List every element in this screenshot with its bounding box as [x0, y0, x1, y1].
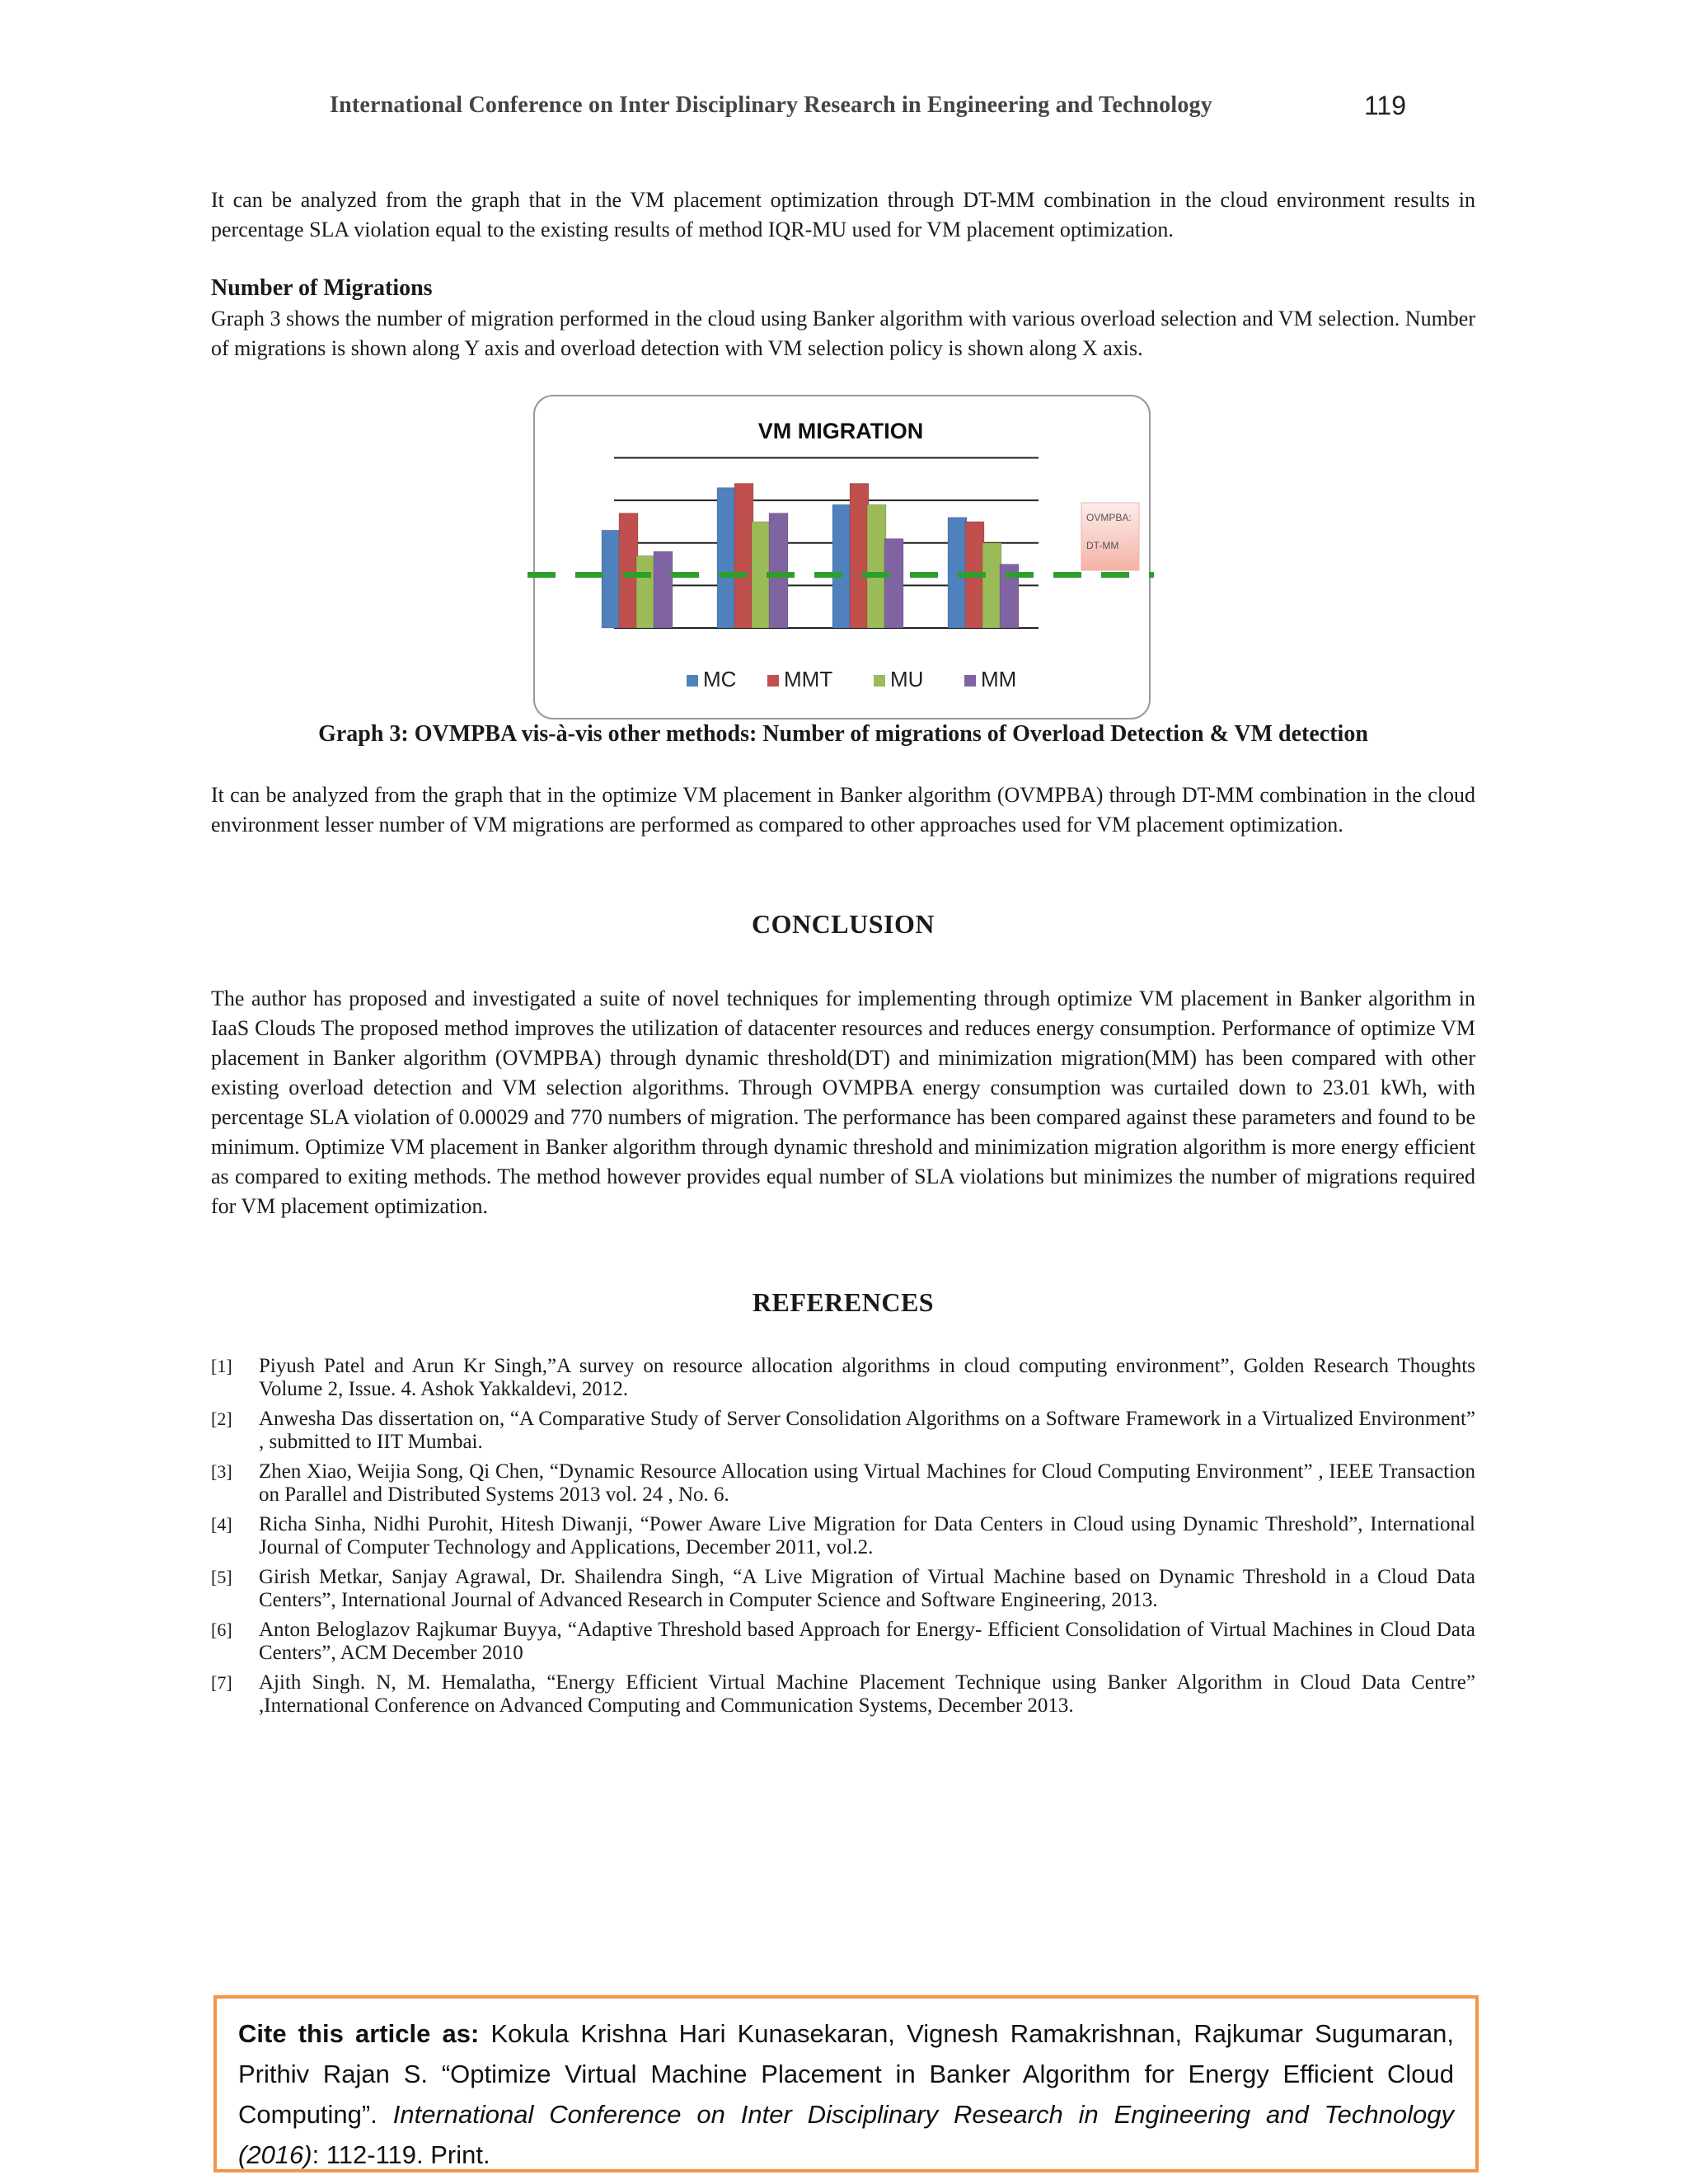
reference-number: [3]: [211, 1461, 232, 1482]
reference-item: [211, 1355, 1475, 1401]
reference-number: [2]: [211, 1408, 232, 1429]
cite-authors: Kokula Krishna Hari Kunasekaran, Vignesh Ramakrishnan, Rajkumar Sugumaran, Prithiv Rajan S.: [238, 2019, 1454, 2088]
vm-migration-chart: [528, 387, 1154, 725]
reference-number: [5]: [211, 1567, 232, 1587]
figure-caption: Graph 3: OVMPBA vis-à-vis other methods: Number of migrations of Overload Detection & VM detection: [318, 721, 1368, 747]
reference-item: [211, 1566, 1475, 1612]
citation-box: [213, 1995, 1479, 2172]
legend-swatch-mc: [687, 675, 698, 687]
bar-mu-1: [636, 555, 655, 628]
references-heading: REFERENCES: [752, 1287, 935, 1317]
bar-mc-2: [717, 488, 736, 628]
conclusion-paragraph: The author has proposed and investigated a suite of novel techniques for implementing through optimize VM placement in Banker algorithm in IaaS Clouds The proposed method improves the utilization of datacenter resources and reduces energy consumption. Performance of optimize VM placement in Banker algorithm (OVMPBA) through dynamic threshold(DT) and minimization migration(MM) has been compared with other existing overload detection and VM selection algorithms. Through OVMPBA energy consumption was curtailed down to 23.01 kWh, with percentage SLA violation of 0.00029 and 770 numbers of migration. The performance has been compared against these parameters and found to be minimum. Optimize VM placement in Banker algorithm through dynamic threshold and minimization migration algorithm is more energy efficient as compared to exiting methods. The method however provides equal number of SLA violations but minimizes the number of migrations required for VM placement optimization.: [211, 987, 1475, 1218]
reference-label-line2: DT-MM: [1086, 540, 1119, 551]
cite-label: Cite this article as:: [238, 2019, 480, 2048]
conclusion-heading: CONCLUSION: [752, 909, 935, 939]
legend-label-mmt: MMT: [784, 667, 833, 691]
reference-label-line1: OVMPBA:: [1086, 512, 1132, 523]
reference-text: Ajith Singh. N, M. Hemalatha, “Energy Efficient Virtual Machine Placement Technique using Banker Algorithm in Cloud Data Centre” ,International Conference on Advanced Computing and Communication Systems, December 2013.: [259, 1671, 1475, 1717]
reference-number: [4]: [211, 1514, 232, 1535]
legend-swatch-mu: [874, 675, 885, 687]
reference-item: [211, 1408, 1475, 1454]
reference-text: Piyush Patel and Arun Kr Singh,”A survey on resource allocation algorithms in cloud computing environment”, Golden Research Thoughts Volume 2, Issue. 4. Ashok Yakkaldevi, 2012.: [259, 1355, 1475, 1400]
legend-label-mc: MC: [703, 667, 737, 691]
bar-mc-1: [602, 530, 621, 628]
reference-number: [6]: [211, 1619, 232, 1640]
bar-mm-2: [769, 513, 788, 628]
reference-text: Anton Beloglazov Rajkumar Buyya, “Adaptive Threshold based Approach for Energy- Efficient Consolidation of Virtual Machines in Cloud Data Centers”, ACM December 2010: [259, 1619, 1475, 1664]
reference-item: [211, 1619, 1475, 1665]
bar-mm-1: [654, 551, 673, 628]
reference-number: [7]: [211, 1672, 232, 1693]
reference-text: Zhen Xiao, Weijia Song, Qi Chen, “Dynamic Resource Allocation using Virtual Machines for Cloud Computing Environment” , IEEE Transaction on Parallel and Distributed Systems 2013 vol. 24 , No. 6.: [259, 1460, 1475, 1506]
chart-title: VM MIGRATION: [757, 419, 924, 443]
intro-paragraph: It can be analyzed from the graph that in the VM placement optimization through DT-MM combination in the cloud environment results in percentage SLA violation equal to the existing results of method IQR-MU used for VM placement optimization.: [211, 188, 1475, 241]
bar-mmt-2: [734, 483, 753, 628]
bar-mu-3: [867, 504, 886, 628]
analysis-paragraph: It can be analyzed from the graph that in the optimize VM placement in Banker algorithm (OVMPBA) through DT-MM combination in the cloud environment lesser number of VM migrations are performed as compared to other approaches used for VM placement optimization.: [211, 783, 1475, 837]
legend-label-mu: MU: [890, 667, 924, 691]
bar-mu-4: [982, 543, 1001, 628]
legend-label-mm: MM: [981, 667, 1017, 691]
legend-swatch-mm: [964, 675, 976, 687]
legend-swatch-mmt: [767, 675, 779, 687]
migrations-heading: Number of Migrations: [211, 275, 433, 301]
page-number: 119: [1364, 91, 1407, 120]
reference-number: [1]: [211, 1356, 232, 1376]
bar-mmt-1: [619, 513, 638, 628]
reference-text: Anwesha Das dissertation on, “A Comparative Study of Server Consolidation Algorithms on a Software Framework in a Virtualized Environment” , submitted to IIT Mumbai.: [259, 1408, 1475, 1453]
reference-item: [211, 1513, 1475, 1559]
running-header: International Conference on Inter Disciplinary Research in Engineering and Technology: [330, 92, 1212, 118]
reference-item: [211, 1460, 1475, 1507]
bar-mm-3: [884, 539, 903, 628]
cite-pages: : 112-119. Print.: [312, 2140, 490, 2169]
references-list: [211, 1355, 1475, 1724]
migrations-paragraph: Graph 3 shows the number of migration performed in the cloud using Banker algorithm with various overload selection and VM selection. Number of migrations is shown along Y axis and overload detection with VM selection policy is shown along X axis.: [211, 307, 1475, 360]
cite-title: “Optimize Virtual Machine Placement in Banker Algorithm for Energy Efficient Cloud Computing”.: [238, 2060, 1454, 2129]
bar-mmt-3: [850, 483, 869, 628]
bar-mc-3: [832, 504, 851, 628]
reference-item: [211, 1671, 1475, 1718]
reference-text: Richa Sinha, Nidhi Purohit, Hitesh Diwanji, “Power Aware Live Migration for Data Centers in Cloud using Dynamic Threshold”, International Journal of Computer Technology and Applications, December 2011, vol.2.: [259, 1513, 1475, 1558]
cite-venue: International Conference on Inter Disciplinary Research in Engineering and Technology (2016): [238, 2100, 1454, 2169]
reference-text: Girish Metkar, Sanjay Agrawal, Dr. Shailendra Singh, “A Live Migration of Virtual Machine based on Dynamic Threshold in a Cloud Data Centers”, International Journal of Advanced Research in Computer Science and Software Engineering, 2013.: [259, 1566, 1475, 1611]
